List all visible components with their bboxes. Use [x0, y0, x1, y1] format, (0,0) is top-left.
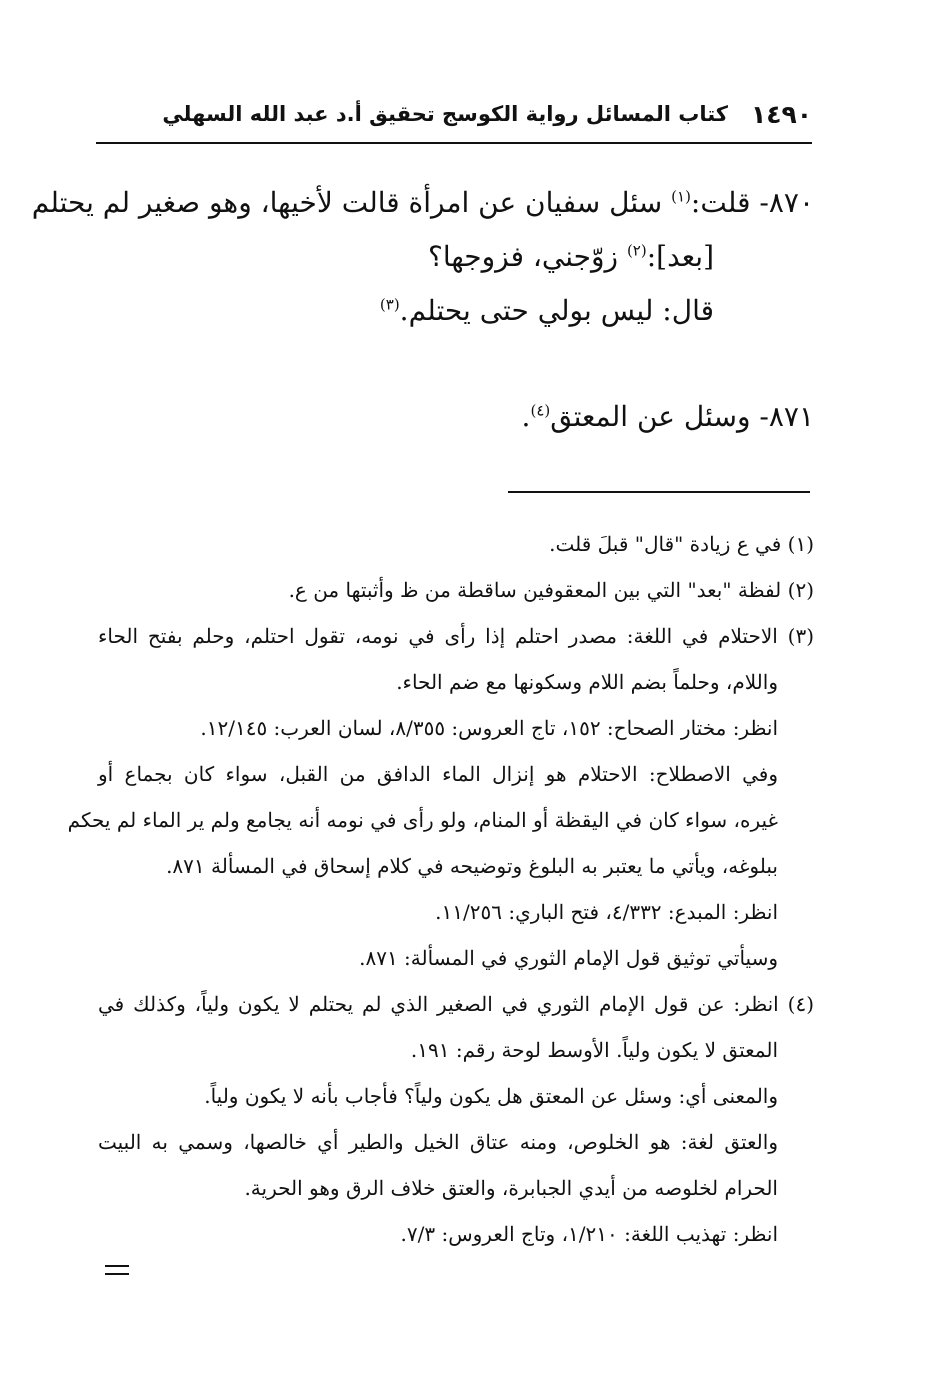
- footnote-ref-1[interactable]: (١): [671, 187, 691, 206]
- footnote-3-source-1: انظر: مختار الصحاح: ١٥٢، تاج العروس: ٨/٣٥٥، لسان العرب: ١٢/١٤٥.: [200, 716, 778, 740]
- running-title: كتاب المسائل رواية الكوسج تحقيق أ.د عبد الله السهلي: [162, 102, 728, 126]
- footnote-3-line-8: وسيأتي توثيق قول الإمام الثوري في المسألة: ٨٧١.: [359, 946, 778, 970]
- footnote-3-line-4: وفي الاصطلاح: الاحتلام هو إنزال الماء الدافق من القبل، سواء كان بجماع أو: [98, 762, 778, 786]
- footnote-ref-3[interactable]: (٣): [379, 295, 400, 314]
- footnote-4-line-5: الحرام لخلوصه من أيدي الجبابرة، والعتق خلاف الرق وهو الحرية.: [244, 1176, 778, 1200]
- page-number: ١٤٩٠: [750, 100, 812, 129]
- q871-line: ٨٧١- وسئل عن المعتق$^{(٤)}$.: [521, 400, 814, 433]
- footnote-2: (٢) لفظة "بعد" التي بين المعقوفين ساقطة من ظ وأثبتها من ع.: [288, 578, 814, 602]
- footnote-4-line-2: المعتق لا يكون ولياً. الأوسط لوحة رقم: ١٩١.: [410, 1038, 778, 1062]
- footnote-3-source-2: انظر: المبدع: ٤/٣٣٢، فتح الباري: ١١/٢٥٦.: [435, 900, 778, 924]
- question-870: [31, 176, 814, 338]
- q870-line-2: [بعد]:$^{(٢)}$ زوّجني، فزوجها؟: [427, 240, 714, 273]
- footnote-4-source: انظر: تهذيب اللغة: ١/٢١٠، وتاج العروس: ٧/٣.: [400, 1222, 778, 1246]
- footnote-separator: [508, 491, 810, 493]
- question-871: [92, 390, 814, 444]
- footnote-3-line-6: ببلوغه، ويأتي ما يعتبر به البلوغ وتوضيحه في كلام إسحاق في المسألة ٨٧١.: [166, 854, 778, 878]
- footnote-ref-4[interactable]: (٤): [530, 401, 551, 420]
- footnote-3-line-2: واللام، وحلماً بضم اللام وسكونها مع ضم الحاء.: [396, 670, 778, 694]
- footnotes: [67, 521, 814, 1257]
- q870-line-1: ٨٧٠- قلت:$^{(١)}$ سئل سفيان عن امرأة قالت لأخيها، وهو صغير لم يحتلم: [31, 186, 814, 219]
- page-header: [96, 96, 812, 144]
- continuation-mark: [105, 1265, 129, 1281]
- q870-line-3: قال: ليس بولي حتى يحتلم.$^{(٣)}$: [379, 294, 714, 327]
- footnote-4-line-3: والمعنى أي: وسئل عن المعتق هل يكون ولياً؟ فأجاب بأنه لا يكون ولياً.: [204, 1084, 778, 1108]
- footnote-4-line-4: والعتق لغة: هو الخلوص، ومنه عتاق الخيل والطير أي خالصها، وسمي به البيت: [98, 1130, 778, 1154]
- footnote-3-line-5: غيره، سواء كان في اليقظة أو المنام، ولو رأى في نومه أنه يجامع ولم ير الماء لم يحكم: [67, 808, 778, 832]
- footnote-4-line-1: (٤) انظر: عن قول الإمام الثوري في الصغير الذي لم يحتلم لا يكون ولياً، وكذلك في: [98, 992, 814, 1016]
- footnote-1: (١) في ع زيادة "قال" قبلَ قلت.: [549, 532, 814, 556]
- footnote-ref-2[interactable]: (٢): [626, 241, 647, 260]
- footnote-3-line-1: (٣) الاحتلام في اللغة: مصدر احتلم إذا رأى في نومه، تقول احتلم، وحلم بفتح الحاء: [98, 624, 814, 648]
